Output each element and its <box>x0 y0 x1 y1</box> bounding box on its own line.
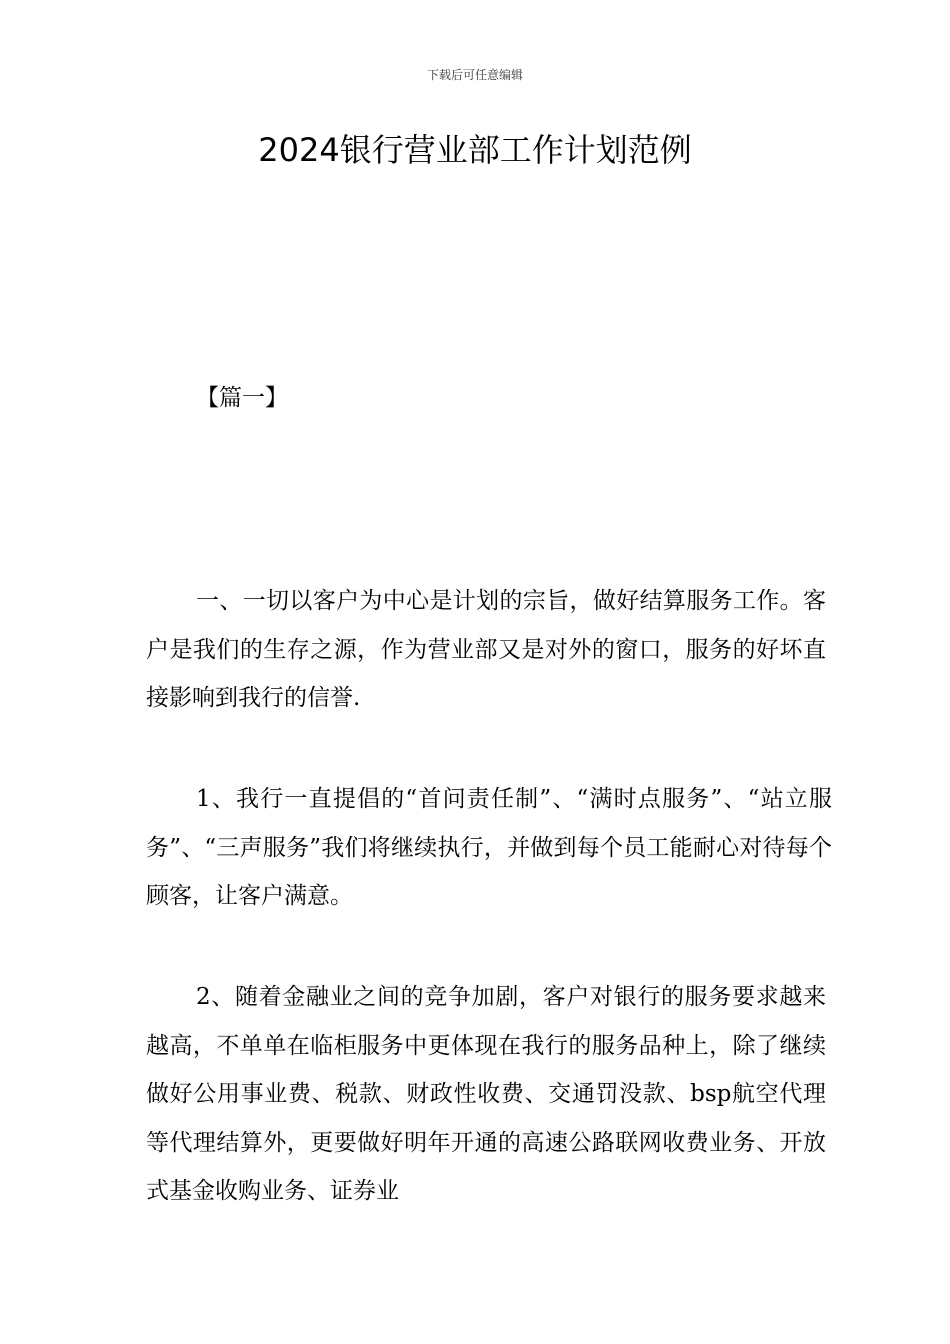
page-title: 2024银行营业部工作计划范例 <box>258 131 692 169</box>
paragraph-3: 2、随着金融业之间的竞争加剧，客户对银行的服务要求越来越高，不单单在临柜服务中更体现在我行的服务品种上，除了继续做好公用事业费、税款、财政性收费、交通罚没款、bsp航空代理等代理结算外，更要做好明年开通的高速公路联网收费业务、开放式基金收购业务、证券业 <box>146 984 826 1204</box>
paragraph-1: 一、一切以客户为中心是计划的宗旨，做好结算服务工作。客户是我们的生存之源，作为营业部又是对外的窗口，服务的好坏直接影响到我行的信誉. <box>146 588 826 711</box>
header-note: 下载后可任意编辑 <box>426 68 523 82</box>
section-label: 【篇一】 <box>196 385 288 411</box>
paragraph-2: 1、我行一直提倡的“首问责任制”、“满时点服务”、“站立服务”、“三声服务”我们将继续执行，并做到每个员工能耐心对待每个顾客，让客户满意。 <box>146 786 832 909</box>
